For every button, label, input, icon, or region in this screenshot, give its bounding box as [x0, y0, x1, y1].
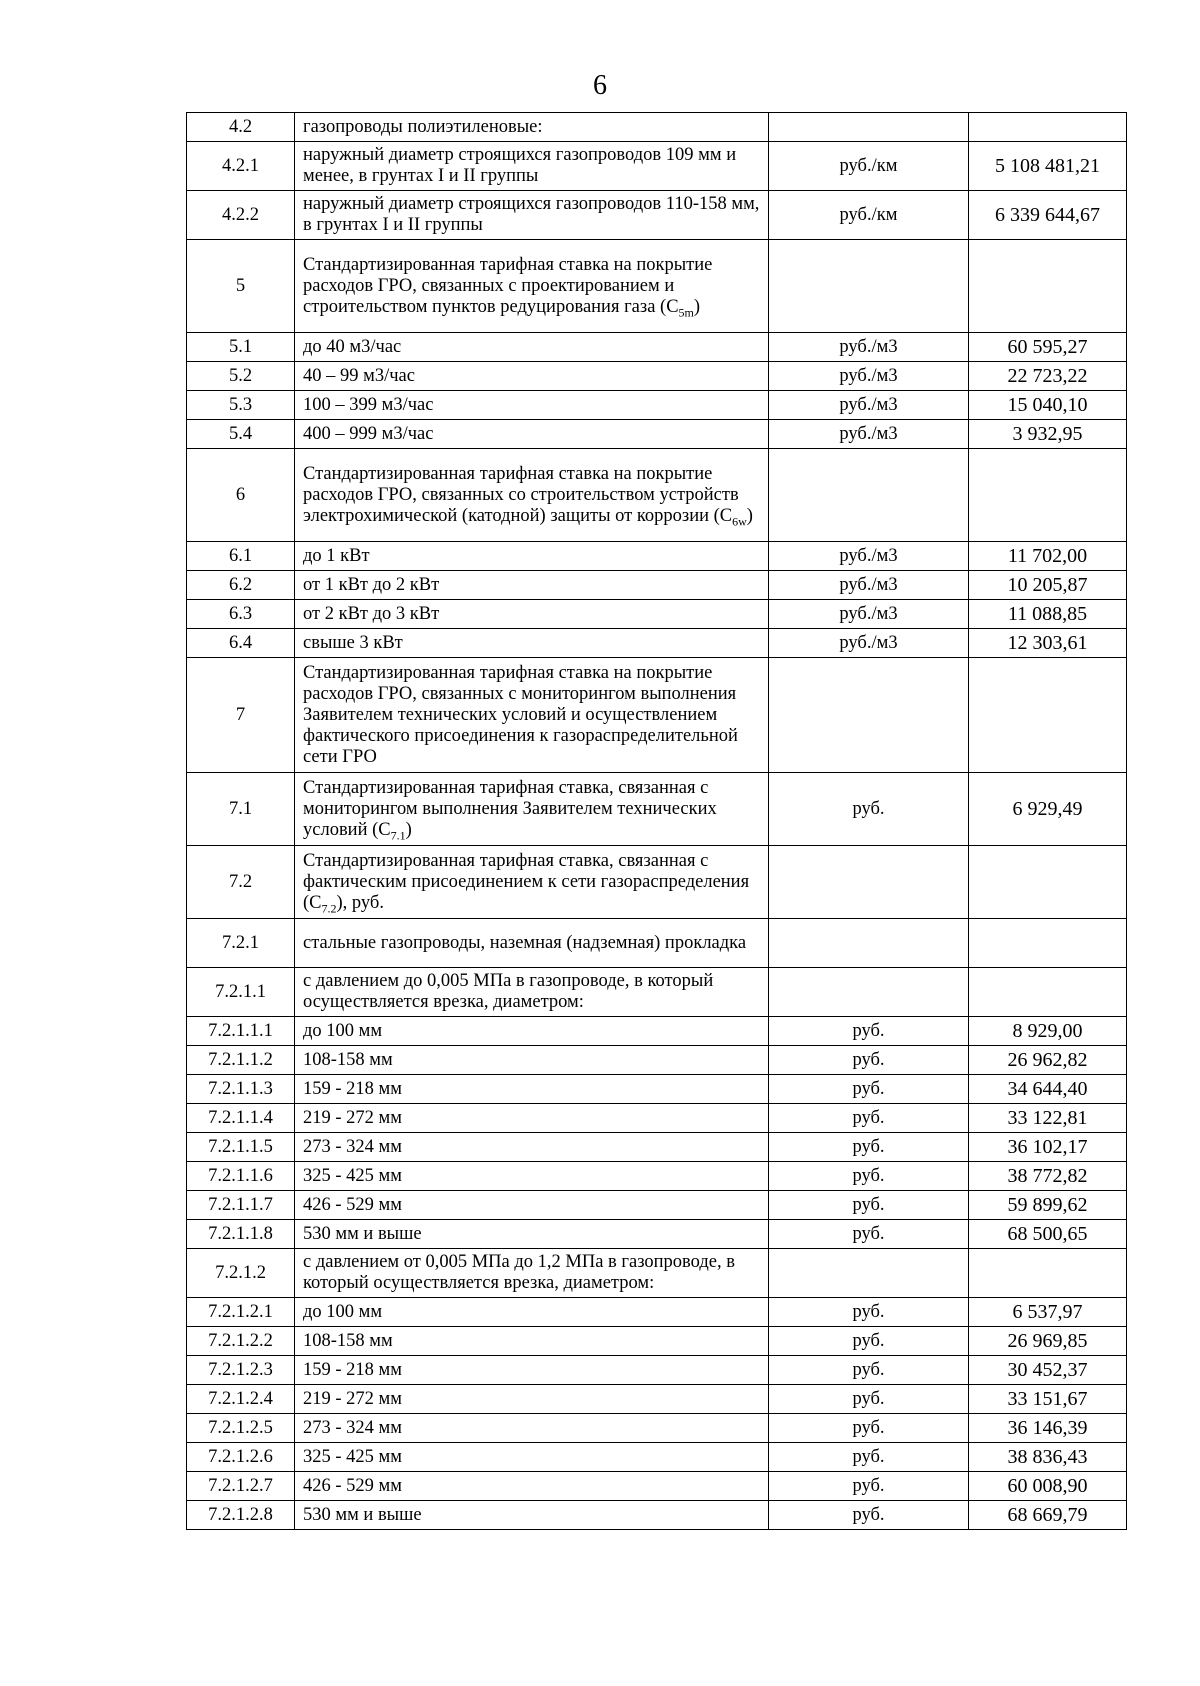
description-text: 400 – 999 м3/час	[303, 423, 434, 444]
item-number-cell: 7.2.1.1.7	[187, 1191, 295, 1220]
description-text: Стандартизированная тарифная ставка на покрытие расходов ГРО, связанных с мониторингом выполнения Заявителем технических условий и осуществлением фактического присоединения к газораспределительной сети ГРО	[303, 662, 738, 767]
unit-cell: руб./км	[769, 191, 969, 240]
rate-value-cell: 6 929,49	[969, 773, 1127, 846]
unit-cell: руб./м3	[769, 362, 969, 391]
unit-cell: руб./м3	[769, 420, 969, 449]
description-cell	[295, 1501, 769, 1530]
rate-value-cell: 6 537,97	[969, 1298, 1127, 1327]
description-cell	[295, 1472, 769, 1501]
description-suffix: )	[746, 505, 753, 526]
description-text: от 1 кВт до 2 кВт	[303, 574, 440, 595]
description-cell	[295, 191, 769, 240]
rate-value-cell: 36 102,17	[969, 1133, 1127, 1162]
description-text: 273 - 324 мм	[303, 1136, 402, 1157]
description-suffix: )	[693, 296, 701, 317]
table-row	[187, 1046, 1127, 1075]
description-text: 108-158 мм	[303, 1330, 393, 1351]
item-number-cell: 6	[187, 449, 295, 542]
description-text: 273 - 324 мм	[303, 1417, 402, 1438]
description-cell	[295, 362, 769, 391]
description-text: Стандартизированная тарифная ставка на покрытие расходов ГРО, связанных с проектированием и строительством пунктов редуцирования газа (C	[303, 254, 713, 317]
item-number-cell: 7.2.1.2.1	[187, 1298, 295, 1327]
description-text: 426 - 529 мм	[303, 1475, 402, 1496]
table-row	[187, 600, 1127, 629]
description-text: до 1 кВт	[303, 545, 370, 566]
description-cell	[295, 1249, 769, 1298]
rate-value-cell	[969, 449, 1127, 542]
table-row	[187, 658, 1127, 773]
table-row	[187, 1385, 1127, 1414]
rate-value-cell: 30 452,37	[969, 1356, 1127, 1385]
item-number-cell: 4.2.2	[187, 191, 295, 240]
unit-cell: руб.	[769, 1472, 969, 1501]
item-number-cell: 7.2.1.2.2	[187, 1327, 295, 1356]
table-row	[187, 1327, 1127, 1356]
item-number-cell: 7.2.1.1.2	[187, 1046, 295, 1075]
unit-cell	[769, 968, 969, 1017]
rate-value-cell: 8 929,00	[969, 1017, 1127, 1046]
description-cell	[295, 240, 769, 333]
item-number-cell: 5	[187, 240, 295, 333]
table-row	[187, 113, 1127, 142]
item-number-cell: 5.3	[187, 391, 295, 420]
formula-subscript: 7.1	[390, 828, 406, 843]
table-row	[187, 240, 1127, 333]
description-text: до 100 мм	[303, 1301, 383, 1322]
page-number: 6	[593, 70, 607, 101]
unit-cell: руб.	[769, 1075, 969, 1104]
description-cell	[295, 629, 769, 658]
table-row	[187, 1133, 1127, 1162]
description-cell	[295, 391, 769, 420]
description-text: 530 мм и выше	[303, 1504, 422, 1525]
unit-cell: руб./м3	[769, 571, 969, 600]
unit-cell	[769, 113, 969, 142]
description-text: с давлением до 0,005 МПа в газопроводе, в который осуществляется врезка, диаметром:	[303, 971, 714, 1012]
description-cell	[295, 1220, 769, 1249]
description-text: 40 – 99 м3/час	[303, 365, 415, 386]
description-suffix: )	[405, 819, 412, 840]
item-number-cell: 7.2.1.1.8	[187, 1220, 295, 1249]
item-number-cell: 7.2.1.1.4	[187, 1104, 295, 1133]
item-number-cell: 6.3	[187, 600, 295, 629]
item-number-cell: 7.2.1.2.4	[187, 1385, 295, 1414]
table-row	[187, 420, 1127, 449]
item-number-cell: 7.1	[187, 773, 295, 846]
item-number-cell: 7.2.1.1.6	[187, 1162, 295, 1191]
description-cell	[295, 1298, 769, 1327]
item-number-cell: 7.2.1.1.5	[187, 1133, 295, 1162]
table-row	[187, 1472, 1127, 1501]
description-text: Стандартизированная тарифная ставка, связанная с мониторингом выполнения Заявителем технических условий (C	[303, 777, 717, 840]
item-number-cell: 5.2	[187, 362, 295, 391]
table-row	[187, 968, 1127, 1017]
description-cell	[295, 1162, 769, 1191]
rate-value-cell: 6 339 644,67	[969, 191, 1127, 240]
item-number-cell: 6.1	[187, 542, 295, 571]
item-number-cell: 6.4	[187, 629, 295, 658]
description-text: наружный диаметр строящихся газопроводов 110-158 мм, в грунтах I и II группы	[303, 194, 760, 235]
table-row	[187, 1356, 1127, 1385]
table-row	[187, 1443, 1127, 1472]
description-text: 325 - 425 мм	[303, 1446, 402, 1467]
description-cell	[295, 420, 769, 449]
unit-cell	[769, 658, 969, 773]
item-number-cell: 7.2.1.2.3	[187, 1356, 295, 1385]
unit-cell	[769, 449, 969, 542]
rate-value-cell: 11 088,85	[969, 600, 1127, 629]
description-cell	[295, 1191, 769, 1220]
description-cell	[295, 333, 769, 362]
rate-value-cell: 60 595,27	[969, 333, 1127, 362]
rate-value-cell: 68 500,65	[969, 1220, 1127, 1249]
rate-value-cell: 26 962,82	[969, 1046, 1127, 1075]
rate-value-cell	[969, 113, 1127, 142]
unit-cell: руб.	[769, 1133, 969, 1162]
table-row	[187, 1298, 1127, 1327]
description-text: 219 - 272 мм	[303, 1107, 402, 1128]
description-text: 426 - 529 мм	[303, 1194, 402, 1215]
description-cell	[295, 449, 769, 542]
rate-value-cell: 5 108 481,21	[969, 142, 1127, 191]
description-cell	[295, 1017, 769, 1046]
unit-cell: руб.	[769, 1443, 969, 1472]
rate-value-cell: 34 644,40	[969, 1075, 1127, 1104]
item-number-cell: 7.2.1.1.1	[187, 1017, 295, 1046]
formula-subscript: 5m	[678, 305, 694, 320]
item-number-cell: 7.2.1.2.7	[187, 1472, 295, 1501]
rate-value-cell: 59 899,62	[969, 1191, 1127, 1220]
rate-value-cell: 38 836,43	[969, 1443, 1127, 1472]
description-cell	[295, 1133, 769, 1162]
rate-value-cell: 68 669,79	[969, 1501, 1127, 1530]
unit-cell: руб.	[769, 1220, 969, 1249]
table-row	[187, 629, 1127, 658]
description-cell	[295, 1356, 769, 1385]
unit-cell	[769, 846, 969, 919]
description-text: 108-158 мм	[303, 1049, 393, 1070]
rate-value-cell: 15 040,10	[969, 391, 1127, 420]
tariff-table	[186, 112, 1127, 1530]
unit-cell: руб./м3	[769, 600, 969, 629]
table-row	[187, 571, 1127, 600]
description-cell	[295, 1104, 769, 1133]
rate-value-cell: 12 303,61	[969, 629, 1127, 658]
unit-cell: руб.	[769, 1017, 969, 1046]
item-number-cell: 4.2.1	[187, 142, 295, 191]
unit-cell: руб.	[769, 1162, 969, 1191]
description-cell	[295, 968, 769, 1017]
item-number-cell: 7	[187, 658, 295, 773]
unit-cell: руб./м3	[769, 542, 969, 571]
description-cell	[295, 113, 769, 142]
description-cell	[295, 658, 769, 773]
description-cell	[295, 1046, 769, 1075]
description-cell	[295, 542, 769, 571]
rate-value-cell: 38 772,82	[969, 1162, 1127, 1191]
tariff-table-body	[187, 113, 1127, 1530]
unit-cell: руб./м3	[769, 629, 969, 658]
unit-cell: руб.	[769, 1385, 969, 1414]
table-row	[187, 1414, 1127, 1443]
unit-cell	[769, 919, 969, 968]
table-row	[187, 919, 1127, 968]
table-row	[187, 333, 1127, 362]
unit-cell: руб.	[769, 1327, 969, 1356]
formula-subscript: 6w	[732, 514, 747, 529]
description-text: 219 - 272 мм	[303, 1388, 402, 1409]
item-number-cell: 6.2	[187, 571, 295, 600]
description-cell	[295, 571, 769, 600]
unit-cell	[769, 240, 969, 333]
table-row	[187, 542, 1127, 571]
unit-cell: руб./км	[769, 142, 969, 191]
unit-cell: руб.	[769, 1191, 969, 1220]
description-cell	[295, 1414, 769, 1443]
item-number-cell: 7.2.1.2.6	[187, 1443, 295, 1472]
unit-cell: руб./м3	[769, 333, 969, 362]
unit-cell: руб.	[769, 773, 969, 846]
description-text: 325 - 425 мм	[303, 1165, 402, 1186]
description-cell	[295, 1443, 769, 1472]
unit-cell: руб./м3	[769, 391, 969, 420]
table-row	[187, 1075, 1127, 1104]
description-text: до 40 м3/час	[303, 336, 402, 357]
item-number-cell: 7.2	[187, 846, 295, 919]
rate-value-cell: 22 723,22	[969, 362, 1127, 391]
rate-value-cell	[969, 919, 1127, 968]
table-row	[187, 1191, 1127, 1220]
rate-value-cell: 10 205,87	[969, 571, 1127, 600]
table-row	[187, 362, 1127, 391]
table-row	[187, 1017, 1127, 1046]
description-cell	[295, 1385, 769, 1414]
description-cell	[295, 1327, 769, 1356]
table-row	[187, 1220, 1127, 1249]
table-row	[187, 142, 1127, 191]
unit-cell: руб.	[769, 1104, 969, 1133]
rate-value-cell	[969, 968, 1127, 1017]
table-row	[187, 846, 1127, 919]
item-number-cell: 7.2.1.2.5	[187, 1414, 295, 1443]
rate-value-cell: 26 969,85	[969, 1327, 1127, 1356]
description-cell	[295, 773, 769, 846]
item-number-cell: 7.2.1	[187, 919, 295, 968]
rate-value-cell: 60 008,90	[969, 1472, 1127, 1501]
description-suffix: ), руб.	[336, 892, 384, 913]
rate-value-cell	[969, 240, 1127, 333]
description-text: до 100 мм	[303, 1020, 383, 1041]
formula-subscript: 7.2	[321, 901, 337, 916]
unit-cell	[769, 1249, 969, 1298]
table-row	[187, 391, 1127, 420]
table-row	[187, 449, 1127, 542]
table-row	[187, 191, 1127, 240]
description-cell	[295, 1075, 769, 1104]
description-text: наружный диаметр строящихся газопроводов 109 мм и менее, в грунтах I и II группы	[303, 145, 737, 186]
rate-value-cell	[969, 658, 1127, 773]
rate-value-cell: 36 146,39	[969, 1414, 1127, 1443]
rate-value-cell	[969, 846, 1127, 919]
unit-cell: руб.	[769, 1501, 969, 1530]
rate-value-cell: 33 122,81	[969, 1104, 1127, 1133]
description-cell	[295, 142, 769, 191]
description-cell	[295, 600, 769, 629]
rate-value-cell	[969, 1249, 1127, 1298]
description-text: газопроводы полиэтиленовые:	[303, 116, 543, 137]
description-text: Стандартизированная тарифная ставка на покрытие расходов ГРО, связанных со строительством устройств электрохимической (катодной) защиты от коррозии (C	[303, 463, 739, 526]
item-number-cell: 7.2.1.1	[187, 968, 295, 1017]
unit-cell: руб.	[769, 1356, 969, 1385]
description-text: от 2 кВт до 3 кВт	[303, 603, 440, 624]
table-row	[187, 773, 1127, 846]
table-row	[187, 1249, 1127, 1298]
description-text: 530 мм и выше	[303, 1223, 422, 1244]
description-text: с давлением от 0,005 МПа до 1,2 МПа в газопроводе, в который осуществляется врезка, диаметром:	[303, 1252, 735, 1293]
description-cell	[295, 919, 769, 968]
description-text: Стандартизированная тарифная ставка, связанная с фактическим присоединением к сети газораспределения (C	[303, 850, 750, 913]
table-row	[187, 1501, 1127, 1530]
table-row	[187, 1104, 1127, 1133]
unit-cell: руб.	[769, 1046, 969, 1075]
unit-cell: руб.	[769, 1414, 969, 1443]
item-number-cell: 4.2	[187, 113, 295, 142]
rate-value-cell: 3 932,95	[969, 420, 1127, 449]
table-row	[187, 1162, 1127, 1191]
unit-cell: руб.	[769, 1298, 969, 1327]
description-text: 100 – 399 м3/час	[303, 394, 434, 415]
rate-value-cell: 33 151,67	[969, 1385, 1127, 1414]
description-text: 159 - 218 мм	[303, 1078, 402, 1099]
description-text: свыше 3 кВт	[303, 632, 403, 653]
item-number-cell: 5.1	[187, 333, 295, 362]
item-number-cell: 7.2.1.1.3	[187, 1075, 295, 1104]
item-number-cell: 7.2.1.2.8	[187, 1501, 295, 1530]
description-text: стальные газопроводы, наземная (надземная) прокладка	[303, 932, 747, 953]
description-text: 159 - 218 мм	[303, 1359, 402, 1380]
description-cell	[295, 846, 769, 919]
rate-value-cell: 11 702,00	[969, 542, 1127, 571]
item-number-cell: 7.2.1.2	[187, 1249, 295, 1298]
item-number-cell: 5.4	[187, 420, 295, 449]
